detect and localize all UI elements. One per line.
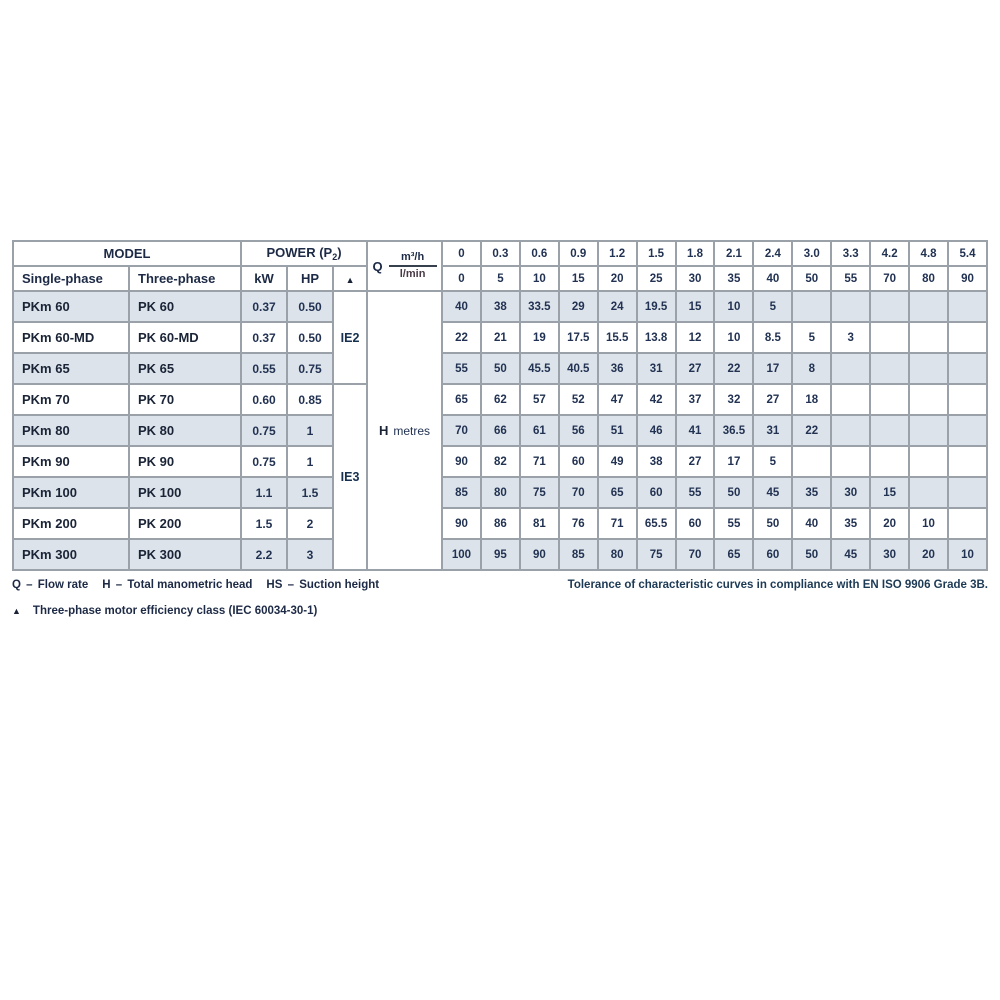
h-value-cell [870, 384, 909, 415]
triangle-icon: ▲ [12, 606, 21, 616]
table-body [13, 291, 987, 570]
h-value-cell: 21 [481, 322, 520, 353]
h-value-cell: 42 [637, 384, 676, 415]
h-value-cell: 55 [676, 477, 715, 508]
h-value-cell: 5 [753, 291, 792, 322]
flow-m3h-cell: 3.3 [831, 241, 870, 266]
h-value-cell: 32 [714, 384, 753, 415]
fraction-divider [389, 265, 437, 267]
h-value-cell: 38 [481, 291, 520, 322]
legend [12, 579, 379, 591]
h-value-cell: 38 [637, 446, 676, 477]
h-value-cell [948, 322, 987, 353]
h-value-cell: 15 [676, 291, 715, 322]
table-row [13, 384, 987, 415]
h-value-cell [948, 508, 987, 539]
h-value-cell: 80 [481, 477, 520, 508]
h-value-cell: 85 [442, 477, 481, 508]
h-value-cell: 8.5 [753, 322, 792, 353]
model-header: MODEL [13, 241, 241, 266]
h-value-cell [948, 446, 987, 477]
legend-item [102, 579, 252, 591]
h-value-cell: 27 [676, 446, 715, 477]
header-row-top [13, 241, 987, 266]
model-three-phase-cell: PK 80 [129, 415, 241, 446]
pump-performance-table-wrap [12, 240, 988, 617]
h-value-cell [948, 353, 987, 384]
legend-item [266, 579, 379, 591]
h-value-cell: 60 [753, 539, 792, 570]
single-phase-header: Single-phase [13, 266, 129, 291]
hp-value-cell: 3 [287, 539, 333, 570]
model-single-phase-cell: PKm 70 [13, 384, 129, 415]
model-single-phase-cell: PKm 80 [13, 415, 129, 446]
h-unit-label: metres [393, 424, 431, 438]
legend-definition: Total manometric head [127, 579, 253, 591]
h-value-cell: 52 [559, 384, 598, 415]
h-value-cell [909, 446, 948, 477]
h-value-cell: 29 [559, 291, 598, 322]
h-value-cell: 22 [714, 353, 753, 384]
h-value-cell: 36 [598, 353, 637, 384]
model-single-phase-cell: PKm 100 [13, 477, 129, 508]
h-value-cell: 50 [792, 539, 831, 570]
h-value-cell: 10 [948, 539, 987, 570]
h-value-cell [831, 353, 870, 384]
flow-m3h-cell: 2.1 [714, 241, 753, 266]
flow-unit-header [367, 241, 442, 291]
h-value-cell: 17 [714, 446, 753, 477]
h-value-cell: 75 [520, 477, 559, 508]
legend-definition: Suction height [299, 579, 380, 591]
hp-value-cell: 0.50 [287, 291, 333, 322]
h-value-cell [948, 415, 987, 446]
h-value-cell: 12 [676, 322, 715, 353]
kw-value-cell: 1.1 [241, 477, 287, 508]
h-value-cell: 60 [637, 477, 676, 508]
model-single-phase-cell: PKm 300 [13, 539, 129, 570]
model-three-phase-cell: PK 100 [129, 477, 241, 508]
h-value-cell: 65.5 [637, 508, 676, 539]
table-row [13, 291, 987, 322]
h-value-cell: 40.5 [559, 353, 598, 384]
h-value-cell: 51 [598, 415, 637, 446]
legend-separator: – [115, 579, 123, 591]
h-value-cell: 55 [714, 508, 753, 539]
h-value-cell: 24 [598, 291, 637, 322]
h-value-cell: 71 [598, 508, 637, 539]
h-value-cell: 5 [753, 446, 792, 477]
hp-value-cell: 0.85 [287, 384, 333, 415]
h-value-cell: 40 [792, 508, 831, 539]
hp-value-cell: 1 [287, 415, 333, 446]
kw-value-cell: 0.75 [241, 446, 287, 477]
h-value-cell [948, 291, 987, 322]
flow-m3h-cell: 3.0 [792, 241, 831, 266]
h-value-cell: 22 [442, 322, 481, 353]
h-value-cell: 40 [442, 291, 481, 322]
flow-lmin-cell: 55 [831, 266, 870, 291]
h-value-cell: 95 [481, 539, 520, 570]
model-single-phase-cell: PKm 60-MD [13, 322, 129, 353]
model-three-phase-cell: PK 65 [129, 353, 241, 384]
efficiency-class-header [333, 266, 367, 291]
legend-separator: – [287, 579, 295, 591]
h-value-cell: 90 [442, 508, 481, 539]
h-value-cell [870, 446, 909, 477]
h-value-cell: 50 [714, 477, 753, 508]
h-value-cell: 8 [792, 353, 831, 384]
h-value-cell: 27 [676, 353, 715, 384]
legend-definition: Flow rate [37, 579, 89, 591]
model-three-phase-cell: PK 200 [129, 508, 241, 539]
h-value-cell: 15 [870, 477, 909, 508]
pump-performance-table [12, 240, 988, 571]
h-value-cell: 10 [714, 322, 753, 353]
tolerance-note: Tolerance of characteristic curves in compliance with EN ISO 9906 Grade 3B. [567, 579, 988, 591]
flow-lmin-cell: 35 [714, 266, 753, 291]
h-value-cell: 37 [676, 384, 715, 415]
h-value-cell [909, 291, 948, 322]
model-single-phase-cell: PKm 90 [13, 446, 129, 477]
kw-value-cell: 2.2 [241, 539, 287, 570]
h-value-cell: 31 [637, 353, 676, 384]
h-value-cell: 35 [792, 477, 831, 508]
hp-value-cell: 1.5 [287, 477, 333, 508]
h-value-cell [909, 384, 948, 415]
h-symbol: H [378, 423, 389, 438]
efficiency-class-cell: IE3 [333, 384, 367, 570]
h-value-cell: 55 [442, 353, 481, 384]
h-value-cell: 90 [520, 539, 559, 570]
table-row [13, 477, 987, 508]
efficiency-class-note: Three-phase motor efficiency class (IEC 60034-30-1) [32, 605, 318, 617]
flow-m3h-cell: 2.4 [753, 241, 792, 266]
h-value-cell: 45.5 [520, 353, 559, 384]
flow-m3h-cell: 0 [442, 241, 481, 266]
h-value-cell: 33.5 [520, 291, 559, 322]
flow-m3h-cell: 1.2 [598, 241, 637, 266]
h-value-cell: 56 [559, 415, 598, 446]
flow-unit-fraction [389, 251, 437, 280]
h-value-cell: 30 [831, 477, 870, 508]
kw-value-cell: 0.60 [241, 384, 287, 415]
h-value-cell [909, 322, 948, 353]
efficiency-class-cell: IE2 [333, 291, 367, 384]
h-value-cell: 36.5 [714, 415, 753, 446]
model-single-phase-cell: PKm 200 [13, 508, 129, 539]
flow-lmin-cell: 10 [520, 266, 559, 291]
table-row [13, 539, 987, 570]
h-value-cell [909, 415, 948, 446]
h-value-cell: 45 [753, 477, 792, 508]
h-value-cell: 50 [753, 508, 792, 539]
h-value-cell: 15.5 [598, 322, 637, 353]
legend-separator: – [26, 579, 33, 591]
h-value-cell: 75 [637, 539, 676, 570]
h-value-cell: 66 [481, 415, 520, 446]
model-three-phase-cell: PK 70 [129, 384, 241, 415]
h-value-cell: 30 [870, 539, 909, 570]
flow-lmin-cell: 15 [559, 266, 598, 291]
model-three-phase-cell: PK 90 [129, 446, 241, 477]
flow-m3h-cell: 0.9 [559, 241, 598, 266]
h-value-cell [831, 415, 870, 446]
flow-m3h-cell: 0.6 [520, 241, 559, 266]
legend-item [12, 579, 88, 591]
hp-value-cell: 1 [287, 446, 333, 477]
h-value-cell: 65 [442, 384, 481, 415]
h-value-cell: 60 [559, 446, 598, 477]
h-value-cell: 5 [792, 322, 831, 353]
h-value-cell: 46 [637, 415, 676, 446]
kw-header: kW [241, 266, 287, 291]
hp-value-cell: 2 [287, 508, 333, 539]
h-value-cell [831, 384, 870, 415]
h-value-cell: 76 [559, 508, 598, 539]
h-value-cell: 49 [598, 446, 637, 477]
kw-value-cell: 0.55 [241, 353, 287, 384]
h-value-cell: 13.8 [637, 322, 676, 353]
h-value-cell [909, 477, 948, 508]
three-phase-header: Three-phase [129, 266, 241, 291]
h-value-cell: 80 [598, 539, 637, 570]
h-value-cell: 22 [792, 415, 831, 446]
h-value-cell [831, 291, 870, 322]
table-row [13, 508, 987, 539]
flow-lmin-cell: 5 [481, 266, 520, 291]
h-value-cell: 60 [676, 508, 715, 539]
m3h-unit-label: m³/h [400, 251, 425, 264]
model-single-phase-cell: PKm 65 [13, 353, 129, 384]
triangle-icon: ▲ [345, 275, 355, 285]
h-value-cell: 70 [676, 539, 715, 570]
kw-value-cell: 0.75 [241, 415, 287, 446]
h-value-cell: 19 [520, 322, 559, 353]
h-value-cell: 10 [909, 508, 948, 539]
h-value-cell: 61 [520, 415, 559, 446]
flow-lmin-cell: 90 [948, 266, 987, 291]
legend-term: HS [266, 579, 283, 591]
legend-term: H [102, 579, 111, 591]
kw-value-cell: 0.37 [241, 291, 287, 322]
table-row [13, 415, 987, 446]
h-value-cell [948, 384, 987, 415]
flow-m3h-cell: 1.5 [637, 241, 676, 266]
h-value-cell: 90 [442, 446, 481, 477]
h-value-cell: 65 [714, 539, 753, 570]
h-value-cell: 81 [520, 508, 559, 539]
h-value-cell [870, 322, 909, 353]
h-value-cell [792, 291, 831, 322]
h-value-cell [870, 415, 909, 446]
h-value-cell: 19.5 [637, 291, 676, 322]
flow-lmin-cell: 80 [909, 266, 948, 291]
h-value-cell [909, 353, 948, 384]
table-row [13, 446, 987, 477]
flow-m3h-cell: 4.8 [909, 241, 948, 266]
h-value-cell: 65 [598, 477, 637, 508]
h-value-cell [870, 291, 909, 322]
kw-value-cell: 0.37 [241, 322, 287, 353]
model-single-phase-cell: PKm 60 [13, 291, 129, 322]
model-three-phase-cell: PK 300 [129, 539, 241, 570]
flow-lmin-cell: 20 [598, 266, 637, 291]
hp-header: HP [287, 266, 333, 291]
h-value-cell: 10 [714, 291, 753, 322]
flow-m3h-cell: 4.2 [870, 241, 909, 266]
h-value-cell: 20 [909, 539, 948, 570]
hp-value-cell: 0.75 [287, 353, 333, 384]
h-value-cell [870, 353, 909, 384]
h-value-cell: 3 [831, 322, 870, 353]
h-value-cell [792, 446, 831, 477]
h-value-cell: 35 [831, 508, 870, 539]
h-value-cell: 86 [481, 508, 520, 539]
h-value-cell: 18 [792, 384, 831, 415]
model-three-phase-cell: PK 60 [129, 291, 241, 322]
h-value-cell: 27 [753, 384, 792, 415]
flow-lmin-cell: 70 [870, 266, 909, 291]
footnote-line-1 [12, 579, 988, 591]
h-value-cell: 70 [442, 415, 481, 446]
flow-lmin-cell: 30 [676, 266, 715, 291]
flow-lmin-cell: 0 [442, 266, 481, 291]
h-value-cell: 57 [520, 384, 559, 415]
h-value-cell: 85 [559, 539, 598, 570]
header-row-sub [13, 266, 987, 291]
h-value-cell [831, 446, 870, 477]
hp-value-cell: 0.50 [287, 322, 333, 353]
h-value-cell: 70 [559, 477, 598, 508]
h-value-cell: 47 [598, 384, 637, 415]
model-three-phase-cell: PK 60-MD [129, 322, 241, 353]
h-value-cell: 71 [520, 446, 559, 477]
table-row [13, 322, 987, 353]
h-value-cell: 100 [442, 539, 481, 570]
h-value-cell: 31 [753, 415, 792, 446]
lmin-unit-label: l/min [399, 268, 426, 280]
flow-lmin-cell: 50 [792, 266, 831, 291]
h-value-cell: 45 [831, 539, 870, 570]
h-value-cell: 41 [676, 415, 715, 446]
table-row [13, 353, 987, 384]
flow-m3h-cell: 1.8 [676, 241, 715, 266]
h-value-cell: 82 [481, 446, 520, 477]
h-value-cell: 20 [870, 508, 909, 539]
h-value-cell: 17.5 [559, 322, 598, 353]
legend-term: Q [12, 579, 21, 591]
h-value-cell: 50 [481, 353, 520, 384]
flow-m3h-cell: 5.4 [948, 241, 987, 266]
kw-value-cell: 1.5 [241, 508, 287, 539]
h-value-cell [948, 477, 987, 508]
h-value-cell: 17 [753, 353, 792, 384]
power-header: POWER $(P_2)$ [241, 241, 367, 266]
q-symbol: Q [372, 258, 383, 274]
h-value-cell: 62 [481, 384, 520, 415]
flow-lmin-cell: 40 [753, 266, 792, 291]
flow-m3h-cell: 0.3 [481, 241, 520, 266]
h-unit-cell [367, 291, 442, 570]
footnote-line-2 [12, 605, 988, 617]
flow-lmin-cell: 25 [637, 266, 676, 291]
